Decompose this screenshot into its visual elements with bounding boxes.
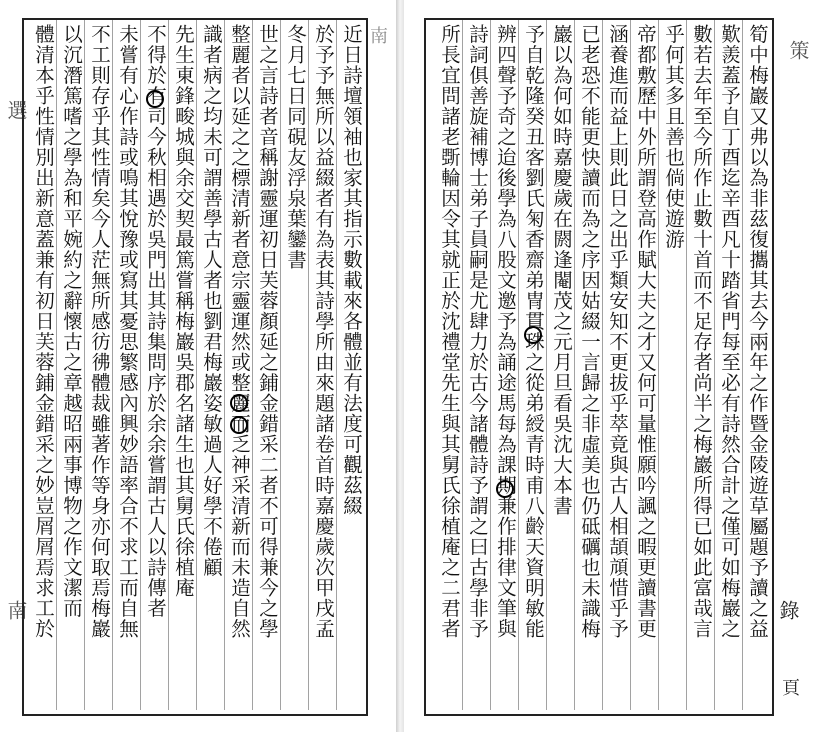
text-column: 先生東鋒畯城與余交契最篤嘗稱梅巖吳郡名諸生也其舅氏徐植庵	[172, 24, 195, 598]
text-column: 體清本乎性情別出新意蓋兼有初日芙蓉鋪金錯采之妙豈屑屑焉求工於	[32, 24, 55, 639]
text-column: 近日詩壇領袖也家其指示數載來各體並有法度可觀茲綴	[340, 24, 363, 516]
text-column: 帝都敷歷中外所謂登高作賦大夫之才又何可量惟願吟諷之暇更讀書更	[634, 24, 657, 639]
text-column: 於予予無所以益綴者有為表其詩學所由來題諸卷首時嘉慶歲次甲戌孟	[312, 24, 335, 639]
right-page-side-label: 錄	[776, 600, 800, 620]
left-page	[0, 0, 398, 732]
text-column: 未嘗有心作詩或鳴其悅豫或寫其憂思繁感內興妙語率合不求工而自無	[116, 24, 139, 639]
left-page-outer-mark: 選	[4, 100, 28, 120]
annotation-circle-mark	[230, 394, 248, 412]
annotation-circle-mark	[496, 480, 514, 498]
left-page-banxin: 南	[367, 26, 388, 44]
text-column: 詩詞俱善旋補博士弟子員嗣是尤肆力於古今諸體詩予謂之曰古學非予	[466, 24, 489, 639]
text-column: 世之言詩者音稱謝靈運初日芙蓉顏延之鋪金錯采二者不可得兼今之學	[256, 24, 279, 639]
text-column: 已老恐不能更快讀而為之序因姑綴一言歸之非虛美也仍砥礪也未識梅	[578, 24, 601, 639]
text-column: 識者病之均未可謂善學古人者也劉君梅巖姿敏過人好學不倦顧	[200, 24, 223, 578]
text-column: 辨四聲予奇之迨後學為八股文邀予為誦途馬每為課期兼作排律文筆與	[494, 24, 517, 639]
text-column: 以沉潛篤嗜之學為和平婉約之辭懷古之章越昭兩事博物之作文潔而	[60, 24, 83, 619]
text-column: 乎何其多且善也倘使遊游	[662, 24, 685, 250]
text-column: 不得於有司今秋相遇於吳門出其詩集問序於余余嘗謂古人以詩傳者	[144, 24, 167, 619]
right-page-number-label: 頁	[779, 678, 800, 696]
annotation-circle-mark	[524, 326, 542, 344]
text-column: 不工則存乎其性情矣今人茫無所感彷彿體裁雖著作等身亦何取焉梅巖	[88, 24, 111, 639]
text-column: 所長宜問諸老斲輪因令其就正於沈禮堂先生與其舅氏徐植庵之二君者	[438, 24, 461, 639]
left-page-outer-mark-bottom: 南	[4, 600, 28, 620]
text-column: 數若去年至今所作止數十首而不足存者尚半之梅巖所得已如此富哉言	[690, 24, 713, 639]
text-column: 歎羨蓋予自丁酉迄辛酉凡十踏省門每至必有詩然合計之僅可如梅巖之	[718, 24, 741, 639]
text-column: 筍中梅巖又弗以為非茲復攜其去今兩年之作暨金陵遊草屬題予讀之益	[746, 24, 769, 639]
right-page-outer-mark: 策	[786, 40, 810, 60]
right-page	[404, 0, 810, 732]
text-column: 冬月七日同硯友浮泉葉鑾書	[284, 24, 307, 270]
text-column: 巖以為何如時嘉慶歲在閼逢閹茂之元月旦看吳沈大本書	[550, 24, 573, 516]
text-column: 予自乾隆癸丑客劉氏匊香齋弟冑貫珠之從弟綬青時甫八齡天資明敏能	[522, 24, 545, 639]
text-column: 涵養進而益上則此日之出乎類安知不更拔乎萃竟與古人相頡頏惜乎予	[606, 24, 629, 639]
text-column: 整麗者以延之之標清新者意宗靈運然或整麗而乏神采清新而未造自然	[228, 24, 251, 639]
annotation-circle-mark	[230, 416, 248, 434]
annotation-circle-mark	[146, 90, 164, 108]
